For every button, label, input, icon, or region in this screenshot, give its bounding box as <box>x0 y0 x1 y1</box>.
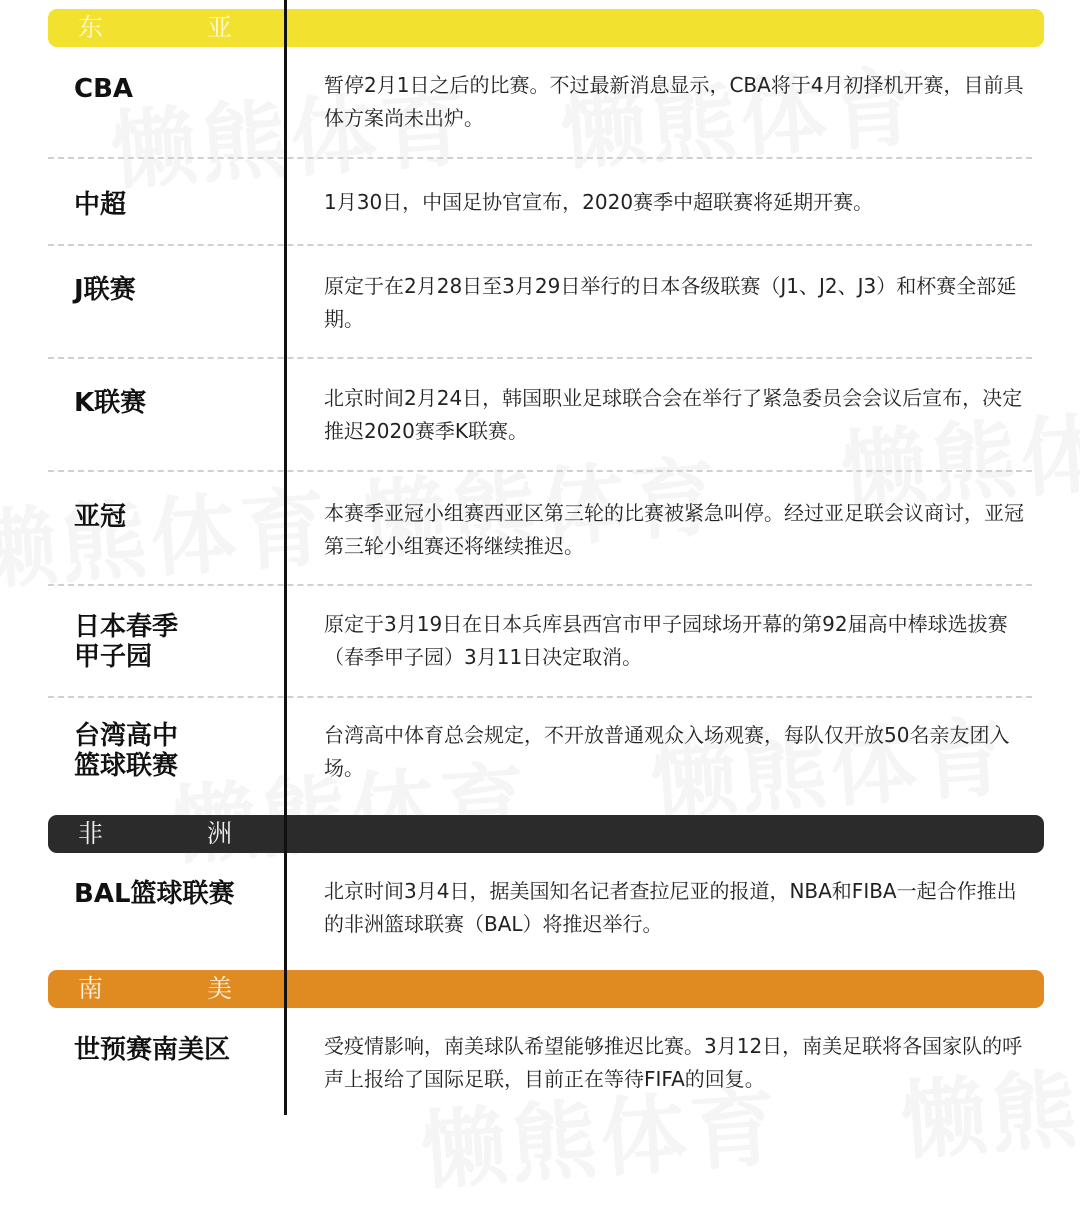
league-description: 原定于在2月28日至3月29日举行的日本各级联赛（J1、J2、J3）和杯赛全部延期。 <box>324 274 1017 331</box>
league-description: 北京时间2月24日，韩国职业足球联合会在举行了紧急委员会会议后宣布，决定推迟2020赛季K联赛。 <box>324 386 1023 443</box>
league-name: J联赛 <box>74 275 136 305</box>
league-name: 日本春季 甲子园 <box>74 612 179 672</box>
vertical-divider <box>284 0 287 1115</box>
league-name: 世预赛南美区 <box>74 1035 231 1065</box>
section-header-africa: 非 洲 <box>48 815 1044 853</box>
league-description: 北京时间3月4日，据美国知名记者查拉尼亚的报道，NBA和FIBA一起合作推出的非洲篮球联赛（BAL）将推迟举行。 <box>324 879 1017 936</box>
section-header-east-asia: 东 亚 <box>48 9 1044 47</box>
league-description: 台湾高中体育总会规定，不开放普通观众入场观赛，每队仅开放50名亲友团入场。 <box>324 723 1010 780</box>
list-item <box>48 158 1032 244</box>
league-name: 中超 <box>74 190 127 220</box>
list-item <box>48 358 1032 470</box>
list-item <box>48 860 1032 960</box>
league-name: BAL篮球联赛 <box>74 879 235 909</box>
league-description: 暂停2月1日之后的比赛。不过最新消息显示，CBA将于4月初择机开赛，目前具体方案尚未出炉。 <box>324 73 1024 130</box>
league-name: K联赛 <box>74 388 147 418</box>
league-description: 本赛季亚冠小组赛西亚区第三轮的比赛被紧急叫停。经过亚足联会议商讨，亚冠第三轮小组赛还将继续推迟。 <box>324 501 1024 558</box>
league-name: CBA <box>74 74 134 104</box>
list-item <box>48 1015 1032 1125</box>
list-item <box>48 62 1032 157</box>
list-item <box>48 585 1032 696</box>
league-description: 受疫情影响，南美球队希望能够推迟比赛。3月12日，南美足联将各国家队的呼声上报给了国际足联，目前正在等待FIFA的回复。 <box>324 1034 1023 1091</box>
list-item <box>48 245 1032 357</box>
list-item <box>48 471 1032 584</box>
league-name: 台湾高中 篮球联赛 <box>74 721 179 781</box>
section-header-south-america: 南 美 <box>48 970 1044 1008</box>
league-description: 1月30日，中国足协官宣布，2020赛季中超联赛将延期开赛。 <box>324 190 874 214</box>
list-item <box>48 697 1032 807</box>
league-name: 亚冠 <box>74 502 127 532</box>
league-description: 原定于3月19日在日本兵库县西宫市甲子园球场开幕的第92届高中棒球选拔赛（春季甲子园）3月11日决定取消。 <box>324 612 1008 669</box>
